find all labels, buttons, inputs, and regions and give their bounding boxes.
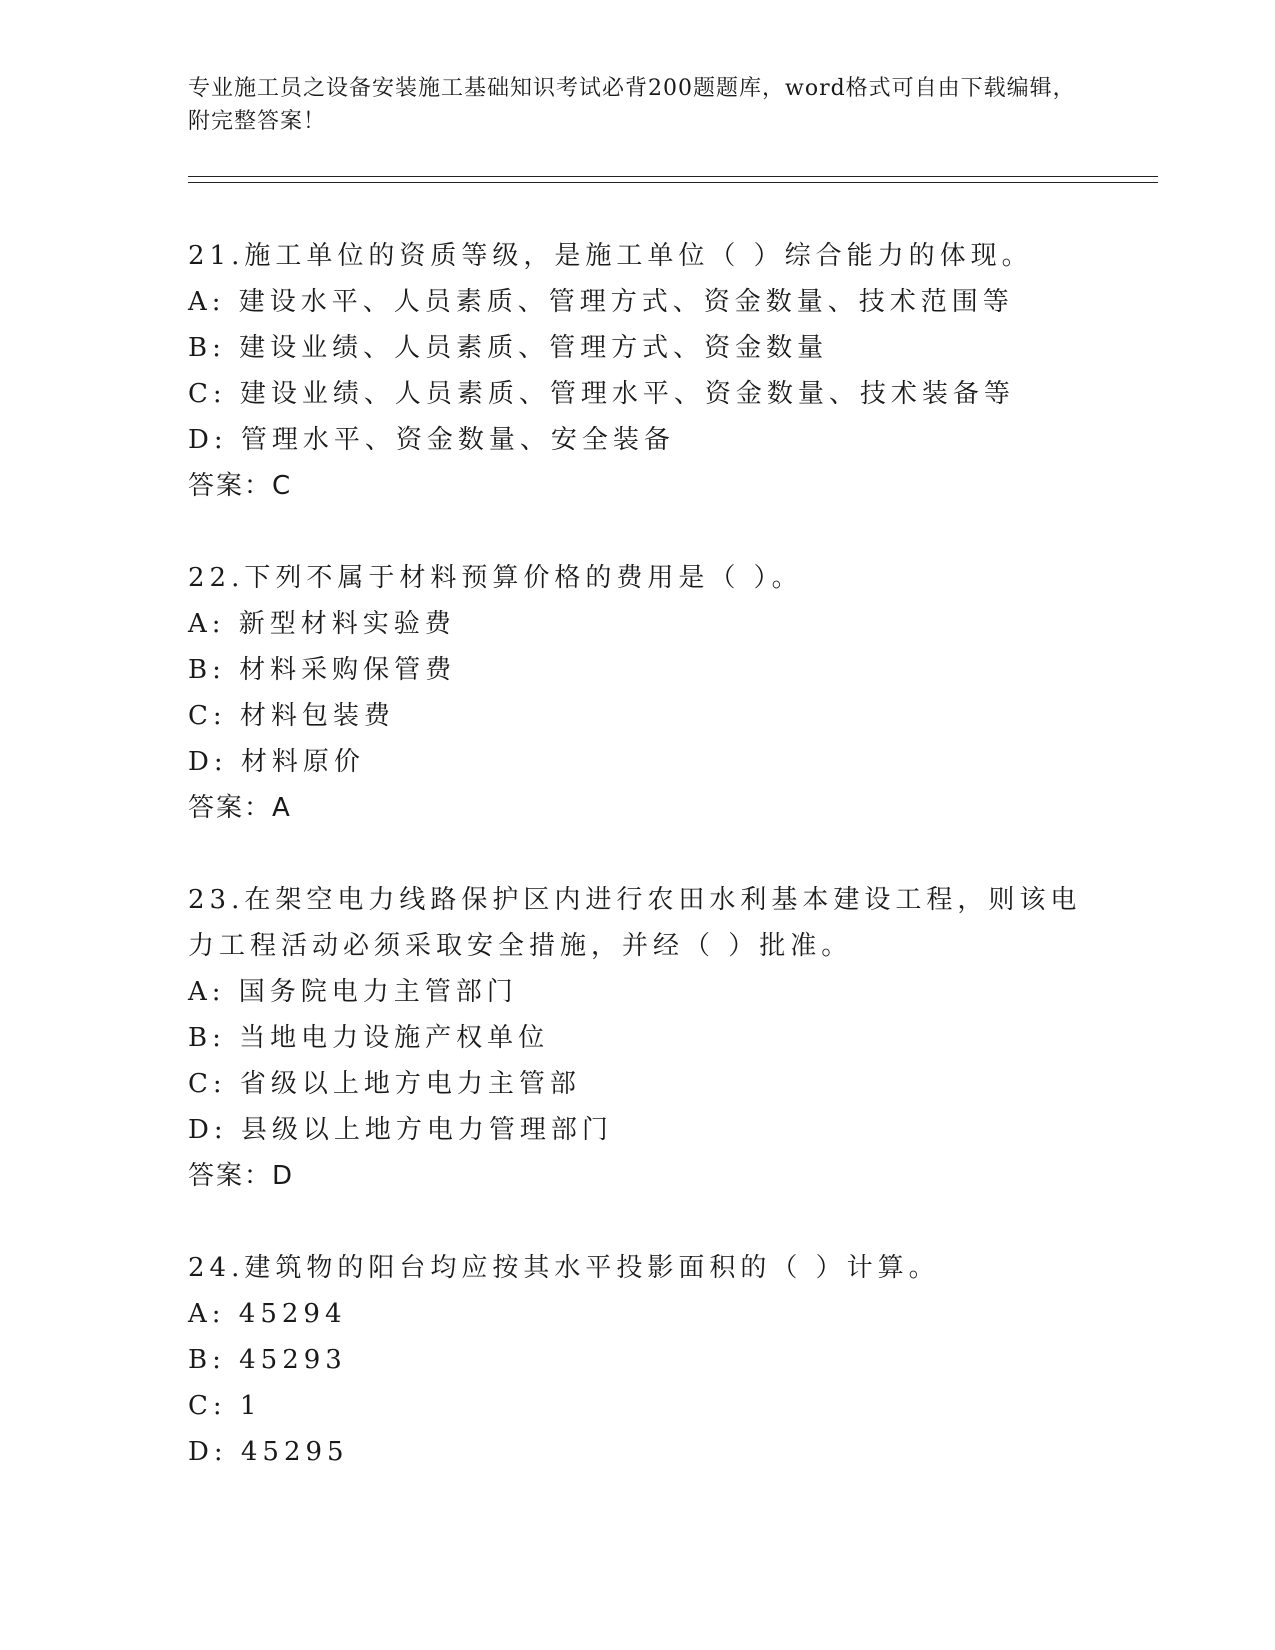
option-b: B: 材料采购保管费	[188, 655, 457, 685]
option-c: C: 材料包装费	[188, 701, 395, 731]
option-a: A: 新型材料实验费	[188, 609, 456, 639]
option-c: C: 建设业绩、人员素质、管理水平、资金数量、技术装备等	[188, 379, 1015, 409]
option-b: B: 当地电力设施产权单位	[188, 1023, 550, 1053]
question-list	[188, 233, 1088, 1521]
option-b: B: 45293	[188, 1345, 347, 1375]
question-stem: 21.施工单位的资质等级，是施工单位（ ）综合能力的体现。	[188, 241, 1033, 271]
option-c: C: 1	[188, 1391, 262, 1421]
question-stem: 22.下列不属于材料预算价格的费用是（ ）。	[188, 563, 803, 593]
question-stem: 24.建筑物的阳台均应按其水平投影面积的（ ）计算。	[188, 1253, 940, 1283]
answer: 答案：C	[188, 471, 293, 501]
option-a: A: 国务院电力主管部门	[188, 977, 518, 1007]
question-21	[188, 233, 1088, 509]
option-a: A: 建设水平、人员素质、管理方式、资金数量、技术范围等	[188, 287, 1014, 317]
option-d: D: 材料原价	[188, 747, 365, 777]
question-24	[188, 1245, 1088, 1475]
option-b: B: 建设业绩、人员素质、管理方式、资金数量	[188, 333, 829, 363]
option-a: A: 45294	[188, 1299, 347, 1329]
option-d: D: 45295	[188, 1437, 349, 1467]
question-stem: 23.在架空电力线路保护区内进行农田水利基本建设工程，则该电力工程活动必须采取安全措施，并经（ ）批准。	[188, 885, 1082, 961]
option-d: D: 管理水平、资金数量、安全装备	[188, 425, 675, 455]
question-23	[188, 877, 1088, 1199]
option-d: D: 县级以上地方电力管理部门	[188, 1115, 613, 1145]
answer: 答案：D	[188, 1161, 295, 1191]
question-22	[188, 555, 1088, 831]
header-divider-bottom	[188, 182, 1158, 183]
header-divider-top	[188, 176, 1158, 177]
option-c: C: 省级以上地方电力主管部	[188, 1069, 581, 1099]
document-header: 专业施工员之设备安装施工基础知识考试必背200题题库，word格式可自由下载编辑，附完整答案！	[188, 76, 1076, 134]
answer: 答案：A	[188, 793, 292, 823]
